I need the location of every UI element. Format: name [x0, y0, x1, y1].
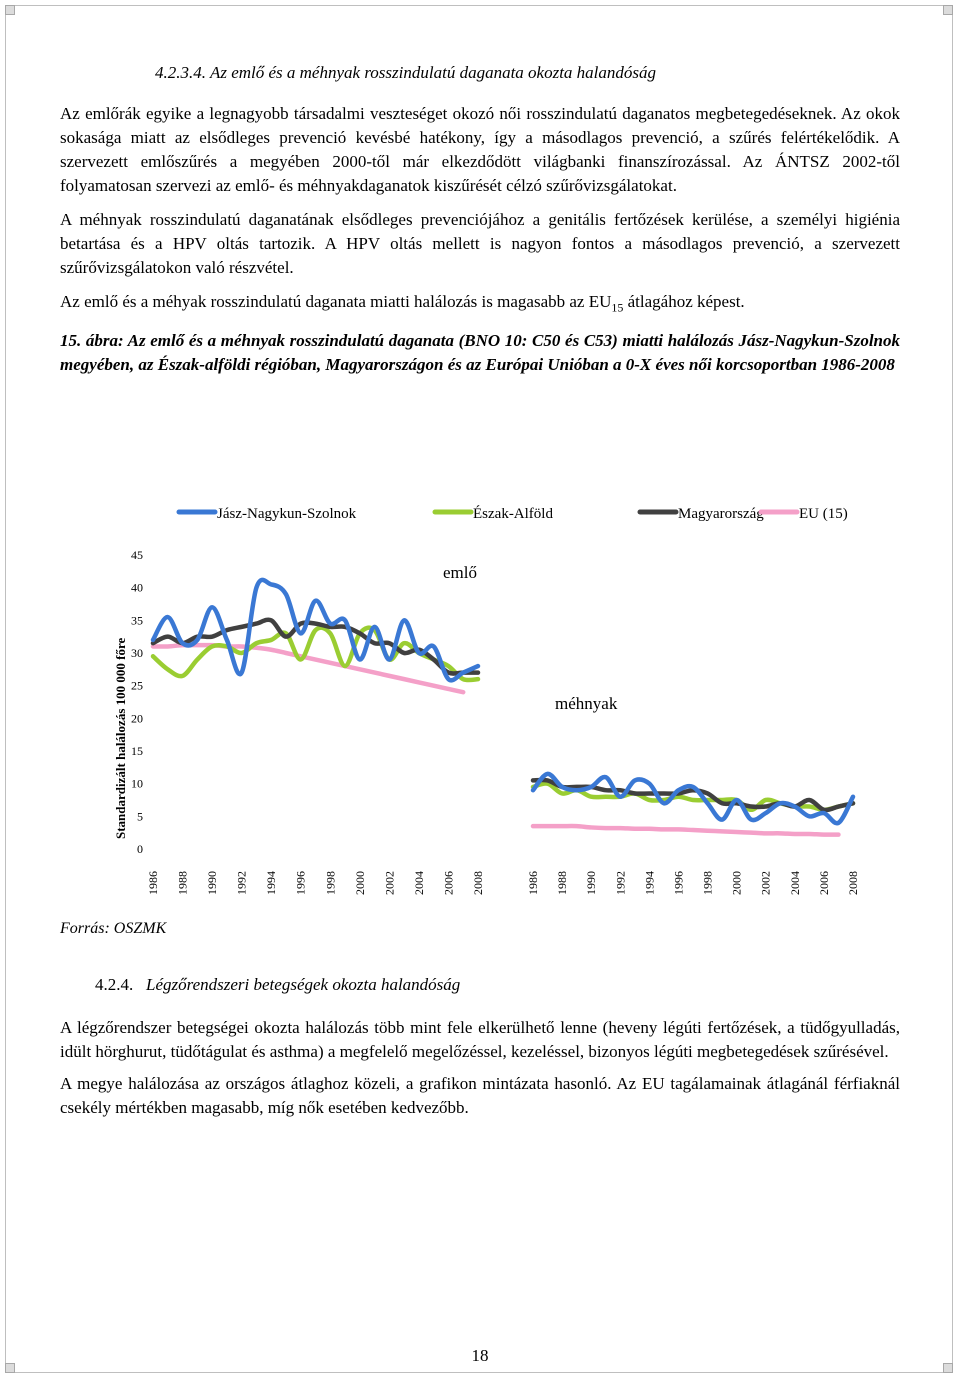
page-number: 18	[471, 1346, 489, 1365]
x-tick-1-2008: 2008	[846, 871, 859, 895]
x-tick-1-1990: 1990	[584, 871, 599, 895]
section-heading	[155, 60, 900, 86]
x-tick-1-2004: 2004	[787, 871, 802, 895]
paragraph-breast-cancer: Az emlőrák egyike a legnagyobb társadalmi veszteséget okozó női rosszindulatú daganatos megbetegedéseknek. Az okok sokasága miatt az elsődleges prevenció kevésbé hatékony, így a másodlagos prevenció, a szűrés felértékelődik. A szervezett emlőszűrés a megyében 2000-től már elkezdődött világbanki finanszírozással. Az ÁNTSZ 2002-től folyamatosan szervezi az emlő- és méhnyakdaganatok kiszűrését célzó szűrővizsgálatokat.	[60, 104, 900, 195]
section2-number: 4.2.4.	[95, 975, 134, 994]
section2-heading	[95, 972, 895, 998]
chart-container	[113, 481, 859, 907]
bottom-content	[60, 1016, 900, 1128]
x-tick-1-1992: 1992	[613, 871, 628, 895]
x-tick-0-1996: 1996	[293, 871, 308, 895]
corner-marker-top-left	[5, 5, 15, 15]
x-tick-1-1994: 1994	[642, 871, 657, 895]
y-tick-0: 0	[137, 842, 143, 856]
x-tick-0-1986: 1986	[146, 871, 160, 895]
main-content	[60, 60, 900, 377]
section2-title: Légzőrendszeri betegségek okozta halandóság	[146, 975, 461, 994]
x-tick-0-2006: 2006	[441, 871, 456, 895]
y-tick-30: 30	[131, 646, 143, 660]
chart-legend	[179, 505, 848, 522]
y-tick-40: 40	[131, 580, 143, 595]
y-tick-20: 20	[131, 711, 143, 726]
x-tick-0-1988: 1988	[175, 871, 190, 895]
section-number: 4.2.3.4.	[155, 63, 206, 82]
chart-series	[153, 580, 853, 835]
y-tick-10: 10	[131, 776, 143, 791]
y-tick-25: 25	[131, 678, 143, 693]
legend-label-3: EU (15)	[799, 506, 848, 522]
x-tick-1-1998: 1998	[700, 871, 715, 895]
x-tick-0-1992: 1992	[234, 871, 249, 895]
x-tick-0-1994: 1994	[264, 871, 279, 895]
section-title: Az emlő és a méhnyak rosszindulatú daganata okozta halandóság	[209, 63, 657, 82]
legend-label-2: Magyarország	[678, 506, 764, 522]
mortality-line-chart	[113, 481, 859, 907]
panel-label-mehnyak: méhnyak	[555, 694, 618, 713]
figure-caption: 15. ábra: Az emlő és a méhnyak rosszindulatú daganata (BNO 10: C50 és C53) miatti halálozás Jász-Nagykun-Szolnok megyében, az Észak-alföldi régióban, Magyarországon és az Európai Unióban a 0-X éves női korcsoportban 1986-2008	[60, 331, 900, 375]
legend-label-0: Jász-Nagykun-Szolnok	[217, 506, 357, 522]
y-tick-35: 35	[131, 613, 143, 628]
x-axis	[146, 871, 859, 895]
figure-source: Forrás: OSZMK	[60, 920, 167, 937]
y-tick-5: 5	[137, 809, 143, 824]
x-tick-0-1998: 1998	[323, 871, 338, 895]
y-tick-45: 45	[131, 548, 143, 562]
x-tick-0-2000: 2000	[352, 871, 367, 895]
eu-subscript: 15	[611, 300, 624, 315]
x-tick-0-2004: 2004	[411, 871, 426, 895]
paragraph-county-comparison: A megye halálozása az országos átlaghoz közeli, a grafikon mintázata hasonló. Az EU tagálamainak átlagánál férfiaknál csekély mértékben magasabb, míg nők esetében kedvezőbb.	[60, 1074, 900, 1117]
panel-label-emlo: emlő	[443, 563, 477, 582]
x-tick-0-2008: 2008	[471, 871, 485, 895]
x-tick-1-2000: 2000	[729, 871, 744, 895]
paragraph-eu-tail: átlagához képest.	[623, 292, 745, 311]
y-axis-label: Standardizált halálozás 100 000 főre	[113, 637, 128, 839]
x-tick-1-1986: 1986	[526, 871, 540, 895]
paragraph-cervical-cancer: A méhnyak rosszindulatú daganatának elsődleges prevenciójához a genitális fertőzések kerülése, a személyi higiénia betartása és a HPV oltás tartozik. A HPV oltás mellett is nagyon fontos a másodlagos prevenció, a szervezett szűrővizsgálatokon való részvétel.	[60, 210, 900, 277]
paragraph-eu-comparison	[60, 290, 900, 319]
x-tick-1-2002: 2002	[758, 871, 773, 895]
legend-label-1: Észak-Alföld	[473, 506, 553, 522]
x-tick-0-1990: 1990	[205, 871, 220, 895]
corner-marker-top-right	[943, 5, 953, 15]
series-line-1-3	[533, 826, 838, 835]
x-tick-1-1988: 1988	[555, 871, 570, 895]
panel-labels	[443, 563, 618, 713]
paragraph-respiratory: A légzőrendszer betegségei okozta halálozás több mint fele elkerülhető lenne (heveny légúti fertőzések, a tüdőgyulladás, idült hörghurut, tüdőtágulat és asthma) a megfelelő megelőzéssel, kezeléssel, bizonyos légúti megbetegedések szűrésével.	[60, 1018, 900, 1061]
x-tick-1-1996: 1996	[671, 871, 686, 895]
paragraph-eu-text: Az emlő és a méhyak rosszindulatú daganata miatti halálozás is magasabb az EU	[60, 292, 612, 311]
x-tick-1-2006: 2006	[816, 871, 831, 895]
y-tick-15: 15	[131, 744, 143, 758]
x-tick-0-2002: 2002	[382, 871, 397, 895]
y-axis	[131, 548, 143, 856]
